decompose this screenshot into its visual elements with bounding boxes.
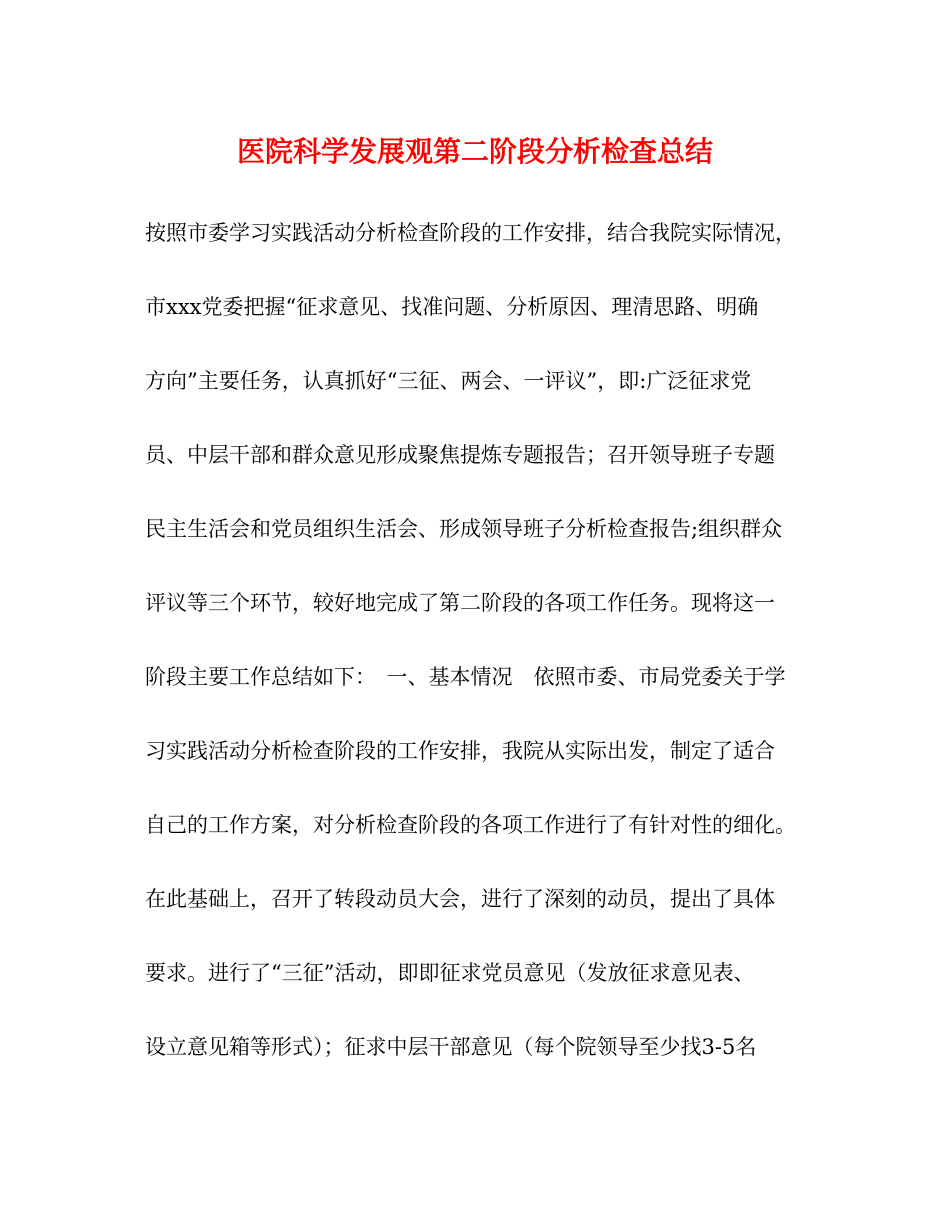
body-line: 自己的工作方案，对分析检查阶段的各项工作进行了有针对性的细化。 bbox=[145, 813, 796, 837]
body-line: 设立意见箱等形式）；征求中层干部意见（每个院领导至少找3-5名 bbox=[145, 1035, 757, 1059]
body-line: 阶段主要工作总结如下： 一、基本情况 依照市委、市局党委关于学 bbox=[145, 665, 786, 689]
body-line: 评议等三个环节，较好地完成了第二阶段的各项工作任务。现将这一 bbox=[145, 591, 775, 615]
body-line: 民主生活会和党员组织生活会、形成领导班子分析检查报告;组织群众 bbox=[145, 517, 783, 541]
body-line: 员、中层干部和群众意见形成聚焦提炼专题报告；召开领导班子专题 bbox=[145, 443, 775, 467]
document-title: 医院科学发展观第二阶段分析检查总结 bbox=[236, 135, 713, 168]
body-line: 要求。进行了“三征”活动，即即征求党员意见（发放征求意见表、 bbox=[145, 961, 755, 985]
body-line: 按照市委学习实践活动分析检查阶段的工作安排，结合我院实际情况， bbox=[145, 221, 796, 245]
body-line: 习实践活动分析检查阶段的工作安排，我院从实际出发，制定了适合 bbox=[145, 739, 775, 763]
body-line: 市xxx党委把握“征求意见、找准问题、分析原因、理清思路、明确 bbox=[145, 295, 759, 319]
body-line: 在此基础上，召开了转段动员大会，进行了深刻的动员，提出了具体 bbox=[145, 887, 775, 911]
body-line: 方向”主要任务，认真抓好“三征、两会、一评议”，即:广泛征求党 bbox=[145, 369, 752, 393]
